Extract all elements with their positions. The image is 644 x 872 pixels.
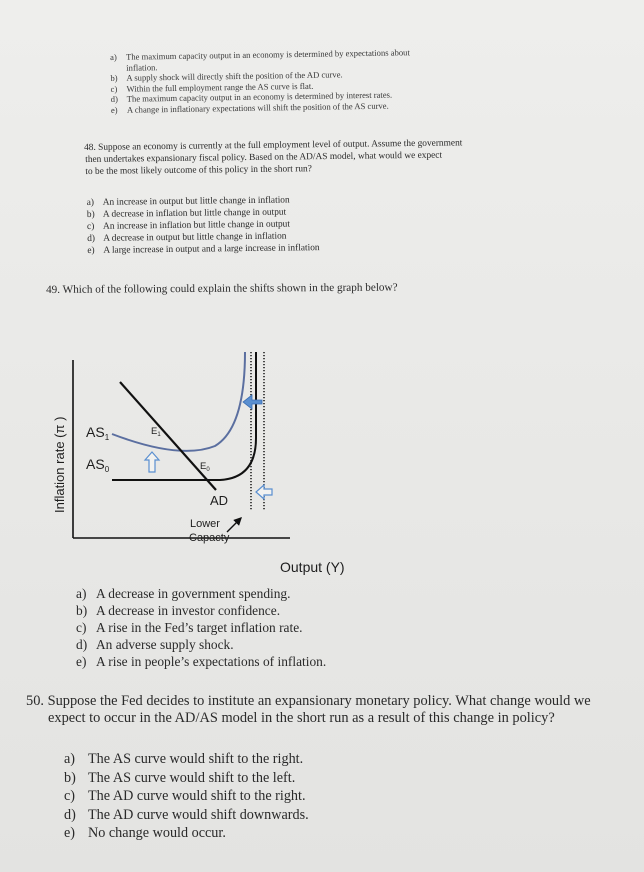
x-axis-label: Output (Y) — [280, 559, 345, 575]
option-label: c) — [76, 620, 87, 635]
q49-option-c — [76, 619, 326, 636]
option-label: c) — [110, 83, 118, 94]
question-49-options — [76, 585, 326, 670]
e1-label-sub: 1 — [157, 432, 161, 438]
as0-label-sub: 0 — [104, 465, 110, 474]
ad-curve — [120, 382, 216, 490]
option-text: The AS curve would shift to the right. — [88, 751, 304, 767]
option-label: b) — [64, 769, 76, 786]
option-text: A large increase in output and a large increase in inflation — [103, 242, 320, 256]
q49-option-a — [76, 585, 326, 602]
e1-label-main: E — [151, 426, 158, 437]
option-text: An increase in inflation but little change in output — [102, 219, 291, 232]
option-text: The maximum capacity output in an economy is determined by interest rates. — [126, 89, 393, 105]
question-48 — [84, 136, 625, 257]
as1-label-main: AS — [86, 424, 105, 440]
option-label: b) — [86, 210, 95, 221]
option-label: e) — [87, 245, 95, 256]
option-label: b) — [110, 73, 118, 84]
question-49-stem: 49. Which of the following could explain the shifts shown in the graph below? — [46, 281, 398, 296]
q50-option-b — [64, 769, 309, 788]
lower-capacity-label-line2: Capacty — [189, 532, 230, 544]
left-arrow-outline-icon — [256, 485, 272, 499]
as0-label-main: AS — [86, 456, 105, 472]
q50-option-d — [64, 806, 309, 825]
option-text: A decrease in investor confidence. — [96, 603, 281, 618]
q49-option-b — [76, 602, 326, 619]
q50-option-c — [64, 787, 309, 806]
q48-stem-line: to be the most likely outcome of this policy in the short run? — [85, 163, 312, 177]
q49-option-d — [76, 636, 326, 653]
option-label: b) — [76, 603, 88, 618]
option-text: A decrease in output but little change in inflation — [103, 231, 287, 244]
as1-label — [86, 424, 110, 442]
option-label: e) — [76, 654, 87, 669]
q48-stem-line: then undertakes expansionary fiscal policy. Based on the AD/AS model, what would we expect — [85, 150, 443, 165]
option-label: d) — [76, 637, 88, 652]
as1-curve — [112, 352, 245, 451]
option-text: A change in inflationary expectations will shift the position of the AS curve. — [126, 100, 389, 115]
option-label: e) — [64, 825, 76, 841]
option-text: A rise in the Fed’s target inflation rate. — [96, 620, 303, 635]
q48-stem-line: 48. Suppose an economy is currently at the full employment level of output. Assume the government — [84, 138, 463, 153]
question-50-options — [64, 750, 309, 843]
q50-option-a — [64, 750, 309, 769]
option-text: The AD curve would shift to the right. — [88, 788, 306, 804]
q50-stem-line: expect to occur in the AD/AS model in the short run as a result of this change in policy? — [48, 710, 555, 726]
option-text: The maximum capacity output in an economy is determined by expectations about — [125, 47, 410, 62]
q48-options — [85, 192, 626, 258]
option-label: a) — [110, 51, 117, 62]
lower-capacity-pointer — [227, 518, 241, 532]
up-arrow-icon — [145, 452, 159, 472]
option-label: d) — [87, 233, 96, 244]
question-47-options — [110, 47, 411, 115]
option-label: d) — [64, 806, 76, 823]
option-label: a) — [76, 586, 87, 601]
e0-label — [200, 461, 210, 473]
option-label: c) — [64, 788, 76, 804]
option-text: A supply shock will directly shift the position of the AD curve. — [126, 69, 343, 83]
option-text: No change would occur. — [88, 825, 226, 841]
option-label: c) — [86, 221, 95, 232]
option-label: e) — [110, 104, 118, 115]
q49-option-e — [76, 653, 326, 670]
option-text: Within the full employment range the AS curve is flat. — [126, 80, 314, 94]
question-50-stem — [26, 693, 636, 727]
q50-option-e — [64, 824, 309, 843]
option-label: a) — [86, 198, 95, 209]
ad-label: AD — [210, 493, 229, 508]
option-text: A rise in people’s expectations of inflation. — [96, 654, 327, 669]
as0-curve — [112, 352, 256, 480]
as1-label-sub: 1 — [104, 433, 110, 442]
option-text: A decrease in inflation but little change in output — [102, 207, 287, 220]
y-axis-label: Inflation rate (π ) — [52, 416, 67, 513]
option-text: An adverse supply shock. — [96, 637, 234, 652]
e0-label-main: E — [200, 461, 207, 472]
option-label: a) — [64, 751, 76, 767]
option-text: The AS curve would shift to the left. — [88, 769, 296, 786]
lower-capacity-label-line1: Lower — [190, 518, 220, 530]
left-arrow-icon — [243, 395, 262, 409]
q50-stem-line: 50. Suppose the Fed decides to institute an expansionary monetary policy. What change would we — [26, 693, 591, 709]
option-text-continued: inflation. — [126, 61, 158, 73]
option-text: The AD curve would shift downwards. — [88, 806, 309, 823]
option-text: A decrease in government spending. — [96, 586, 291, 601]
adas-graph — [40, 338, 370, 578]
as0-label — [86, 456, 110, 474]
option-label: d) — [110, 94, 118, 105]
option-text: An increase in output but little change in inflation — [102, 195, 290, 209]
e0-label-sub: 0 — [206, 467, 210, 473]
